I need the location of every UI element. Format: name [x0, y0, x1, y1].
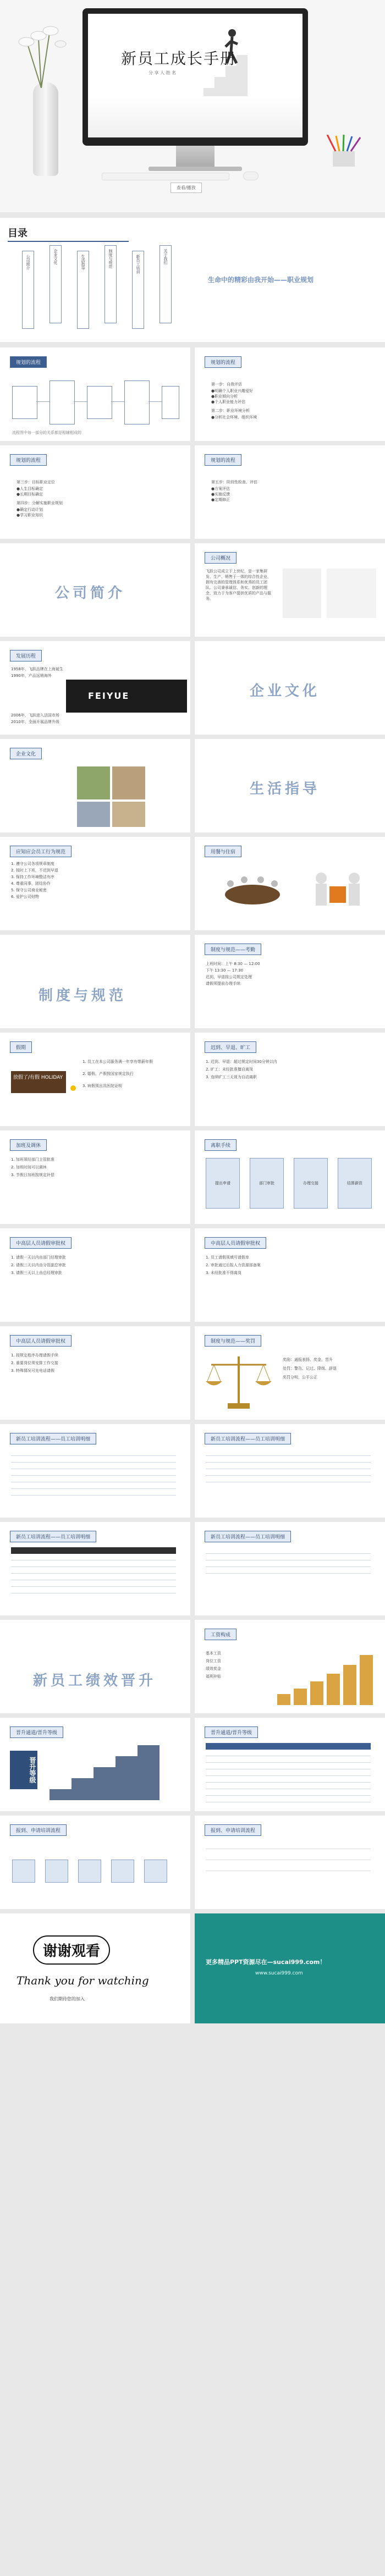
leave-line: 1. 员工请假须填写请假单 [206, 1255, 249, 1260]
conduct-line: 4. 尊重同事，团结协作 [11, 881, 51, 886]
section-title: 公司简介 [55, 585, 126, 602]
promo-link[interactable]: www.sucai999.com [255, 1971, 303, 1976]
table-row [11, 1490, 176, 1496]
slide-header: 发展历程 [10, 650, 42, 661]
thanks-english: Thank you for watching [16, 1974, 149, 1987]
attendance-line: 请假须提前办理手续 [206, 981, 240, 986]
salary-line: 绩效奖金 [206, 1667, 221, 1671]
signin-text-slide[interactable] [195, 1816, 385, 1909]
table-header-row [206, 1743, 371, 1750]
culture-photo-slide[interactable] [0, 739, 190, 832]
toc-item-label: 制度与规范 [108, 249, 113, 268]
training-table-slide[interactable] [0, 1522, 190, 1615]
table-row [206, 1470, 371, 1476]
toc-item-4[interactable] [132, 251, 144, 329]
leave-approval-slide-3[interactable] [0, 1326, 190, 1420]
slide-header: 工资构成 [205, 1629, 237, 1640]
leave-line: 2. 重要岗位须安排工作交接 [11, 1361, 58, 1365]
meeting-table-image [217, 870, 288, 914]
promo-line-1: 更多精品PPT资源尽在—sucai999.com！ [206, 1959, 326, 1966]
lateness-slide[interactable] [195, 1033, 385, 1126]
rewards-slide[interactable] [195, 1326, 385, 1420]
slide-header: 假期 [10, 1041, 32, 1053]
thanks-chinese: 谢谢观看 [33, 1935, 110, 1965]
flow-box [162, 386, 179, 419]
slide-header: 加班及调休 [10, 1139, 47, 1151]
conduct-line: 3. 保持工作环境整洁有序 [11, 875, 54, 879]
slide-header: 中高层人员请假审批权 [10, 1335, 72, 1347]
slide-header: 用餐与住宿 [205, 846, 241, 857]
table-row [206, 1555, 371, 1560]
table-row [11, 1562, 176, 1567]
slide-header: 规划的流程 [10, 454, 47, 466]
attendance-line: 上班时间：上午 8:30 — 12:00 [206, 962, 260, 966]
attendance-line: 下午 13:30 — 17:30 [206, 968, 244, 973]
flow-box [78, 1860, 101, 1883]
toc-item-label: 关于我们 [163, 249, 168, 264]
table-row [206, 1457, 371, 1463]
slide-header: 规划的流程 [10, 356, 47, 368]
slide-header: 公司概况 [205, 552, 237, 564]
step-line: 第三步：目标职业定位 [16, 480, 55, 484]
keyboard-image [102, 172, 289, 179]
plan-steps-slide-2[interactable] [0, 445, 190, 539]
overtime-line: 2. 加班时间可以调休 [11, 1165, 47, 1170]
company-title-slide[interactable] [0, 543, 190, 637]
holiday-slide[interactable] [0, 1033, 190, 1126]
conduct-line: 2. 按时上下班，不迟到早退 [11, 868, 58, 873]
lateness-line: 2. 旷工：未经批准擅自离岗 [206, 1067, 253, 1072]
salary-line: 基本工资 [206, 1651, 221, 1656]
step-line: ●定期修正 [211, 498, 230, 502]
table-row [11, 1450, 176, 1456]
slide-header: 晋升通道/晋升等级 [205, 1726, 258, 1738]
table-row [206, 1548, 371, 1554]
toc-item-3[interactable] [105, 245, 117, 323]
slide-header: 制度与规范——奖罚 [205, 1335, 261, 1347]
section-title: 生活指导 [250, 781, 321, 797]
slide-header: 新员工培训流程——员工培训明细 [10, 1433, 96, 1444]
table-row [11, 1477, 176, 1482]
step-line: ●人生目标确定 [16, 487, 43, 491]
holiday-line: 2. 婚假、产假按国家规定执行 [82, 1072, 134, 1076]
plan-steps-slide[interactable] [195, 347, 385, 441]
leave-line: 2. 请假三天以内由分管副总审批 [11, 1263, 66, 1267]
flow-arrow [148, 401, 162, 402]
thanks-footer: 我们期待您的加入 [50, 1996, 85, 2001]
flow-box [87, 386, 112, 419]
vase-image [33, 82, 58, 176]
table-row [11, 1464, 176, 1469]
step-line: 第五步：阶段性检查、评估 [211, 480, 257, 484]
justice-scale-image [203, 1351, 274, 1411]
step-line: ●方案评估 [211, 487, 230, 491]
cover-play-button[interactable]: 查看/播放 [170, 183, 202, 193]
slide-header: 新员工培训流程——员工培训明细 [10, 1531, 96, 1542]
leave-approval-slide[interactable] [0, 1228, 190, 1322]
history-line: 1958年，飞跃品牌在上海诞生 [11, 667, 63, 671]
leave-line: 3. 未经批准不得离岗 [206, 1271, 241, 1275]
table-row [206, 1764, 371, 1769]
table-row [11, 1581, 176, 1587]
company-text-block [283, 569, 321, 618]
flow-box [144, 1860, 167, 1883]
salary-line: 岗位工资 [206, 1659, 221, 1663]
table-row [11, 1568, 176, 1574]
resignation-slide[interactable] [195, 1130, 385, 1224]
table-row [206, 1568, 371, 1574]
flow-box [45, 1860, 68, 1883]
conduct-slide[interactable] [0, 837, 190, 930]
step-line: ●学习职业知识 [16, 513, 43, 517]
leave-line: 1. 按规定程序办理请假手续 [11, 1353, 58, 1358]
monitor-screen [88, 14, 302, 137]
flow-box [12, 386, 37, 419]
leave-line: 1. 请假一天以内由部门经理审批 [11, 1255, 66, 1260]
overtime-slide[interactable] [0, 1130, 190, 1224]
conduct-line: 5. 保守公司商业秘密 [11, 888, 47, 892]
table-row [206, 1562, 371, 1567]
culture-title-slide[interactable] [195, 641, 385, 735]
salary-slide[interactable] [195, 1620, 385, 1713]
store-photo [66, 680, 187, 713]
plan-steps-slide-3[interactable] [195, 445, 385, 539]
lateness-line: 1. 迟到、早退：超过规定时间30分钟以内 [206, 1060, 277, 1064]
attendance-slide[interactable] [195, 935, 385, 1028]
lateness-line: 3. 连续旷工三天视为自动离职 [206, 1075, 257, 1079]
toc-item-2[interactable] [77, 251, 89, 329]
table-row [11, 1555, 176, 1560]
table-row [206, 1450, 371, 1456]
toc-item-1[interactable] [50, 245, 62, 323]
screen-reflection [88, 96, 302, 137]
table-row [206, 1797, 371, 1802]
flow-box [50, 380, 75, 424]
slide-header: 规划的流程 [205, 356, 241, 368]
history-line: 2006年，飞跃进入法国市场 [11, 713, 59, 718]
toc-item-label: 生活指导 [81, 255, 85, 270]
salary-line: 福利补贴 [206, 1674, 221, 1679]
section-title: 制度与规范 [38, 988, 127, 1004]
flow-box [12, 1860, 35, 1883]
toc-divider [8, 241, 129, 242]
promotion-table-slide[interactable] [195, 1718, 385, 1811]
table-row [206, 1777, 371, 1783]
table-row [206, 1770, 371, 1776]
slide-header: 新员工培训流程——员工培训明细 [205, 1433, 291, 1444]
color-pencils-image [322, 135, 366, 168]
reward-line: 处罚：警告、记过、降级、辞退 [283, 1366, 337, 1371]
slide-header: 报到、申请培训流程 [10, 1824, 67, 1836]
table-row [206, 1751, 371, 1756]
flow-step: 部门审批 [250, 1158, 284, 1209]
toc-item-0[interactable] [22, 251, 34, 329]
step-line: ●实施反馈 [211, 492, 230, 497]
step-line: 第二步：职业环境分析 [211, 409, 250, 413]
slide-header: 报到、申请培训流程 [205, 1824, 261, 1836]
table-row [206, 1784, 371, 1789]
company-text: 飞跃公司成立于上世纪，是一家集研发、生产、销售于一体的综合性企业，拥有完善的管理体系和优秀的员工团队。公司秉承诚信、务实、创新的理念，致力于为客户提供优质的产品与服务。 [206, 569, 271, 601]
holiday-calendar-image: 放假了/有假 HOLIDAY [11, 1071, 66, 1093]
leave-line: 3. 请假三天以上由总经理审批 [11, 1271, 62, 1275]
dining-slide[interactable] [195, 837, 385, 930]
table-header-row [11, 1547, 176, 1554]
section-title: 新员工绩效晋升 [33, 1673, 157, 1689]
flow-arrow [111, 401, 124, 402]
flow-step: 提出申请 [206, 1158, 240, 1209]
stairs-image [50, 1740, 182, 1800]
table-row [11, 1483, 176, 1489]
culture-photo [77, 766, 110, 799]
culture-photo [112, 766, 145, 799]
slide-header: 企业文化 [10, 748, 42, 759]
company-overview-slide[interactable] [195, 543, 385, 637]
step-line: ●职业倾向分析 [211, 394, 238, 399]
slide-header: 新员工培训流程——员工培训明细 [205, 1531, 291, 1542]
plan-flow-slide[interactable] [0, 347, 190, 441]
puzzle-people-image [305, 864, 371, 919]
section-title: 企业文化 [250, 683, 321, 699]
step-line: ●分析社会环境、组织环境 [211, 415, 257, 420]
overtime-line: 3. 节假日加班按规定补偿 [11, 1173, 54, 1177]
holiday-line: 3. 病假须出具医院证明 [82, 1084, 122, 1088]
life-title-slide[interactable] [195, 739, 385, 832]
step-line: ●明确个人职业兴趣爱好 [211, 389, 254, 393]
history-line: 2010年，全面开展品牌升级 [11, 720, 59, 724]
flow-arrow [74, 401, 87, 402]
toc-slogan: 生命中的精彩由我开始——职业规划 [208, 276, 314, 284]
rules-title-slide[interactable] [0, 935, 190, 1028]
flow-step: 办理交接 [294, 1158, 328, 1209]
leave-line: 3. 特殊情况可先电话请假 [11, 1369, 54, 1373]
cover-slide[interactable] [0, 0, 385, 212]
slide-header: 中高层人员请假审批权 [10, 1237, 72, 1249]
store-sign-text: FEIYUE [88, 691, 130, 701]
slide-header: 应知应会员工行为规范 [10, 846, 72, 857]
toc-slide[interactable] [0, 218, 385, 342]
table-row [206, 1790, 371, 1796]
slide-header: 迟到、早退、旷工 [205, 1041, 256, 1053]
training-detail-slide-2[interactable] [195, 1424, 385, 1518]
step-line: 第四步：分解实施职业规划 [16, 501, 63, 505]
table-row [206, 1757, 371, 1763]
flow-note: 流程图中每一部分的关系都是相辅相成的 [12, 431, 81, 435]
step-line: 第一步：自我评估 [211, 382, 242, 387]
culture-photo [77, 802, 110, 827]
toc-item-5[interactable] [160, 245, 172, 323]
flow-box [111, 1860, 134, 1883]
slide-header: 中高层人员请假审批权 [205, 1237, 266, 1249]
signin-flow-slide[interactable] [0, 1816, 190, 1909]
reward-line: 奖励：通报表扬、奖金、晋升 [283, 1358, 333, 1362]
flow-box [124, 380, 150, 424]
history-line: 1990年，产品远销海外 [11, 674, 52, 678]
leave-approval-slide-2[interactable] [195, 1228, 385, 1322]
cover-title: 新员工成长手册 [121, 49, 237, 68]
table-row [206, 1464, 371, 1469]
conduct-line: 6. 爱护公司财物 [11, 895, 39, 899]
table-row [11, 1588, 176, 1593]
table-row [11, 1470, 176, 1476]
step-line: ●个人职业能力评估 [211, 400, 246, 404]
reward-line: 奖罚分明，公平公正 [283, 1375, 317, 1380]
promotion-label: 晋升等级 [10, 1751, 37, 1789]
step-line: ●确定行动计划 [16, 508, 43, 512]
slide-header: 制度与规范——考勤 [205, 944, 261, 955]
slide-header: 规划的流程 [205, 454, 241, 466]
company-text-block [327, 569, 376, 618]
monitor-base [148, 167, 242, 171]
conduct-line: 1. 遵守公司各项规章制度 [11, 862, 54, 866]
smiley-icon [70, 1085, 76, 1091]
culture-photo [112, 802, 145, 827]
step-line: ●长期目标确定 [16, 492, 43, 497]
holiday-line: 1. 员工在本公司服务满一年享有带薪年假 [82, 1060, 153, 1064]
promo-slide[interactable] [195, 1913, 385, 2023]
promotion-slide[interactable] [0, 1718, 190, 1811]
training-detail-slide[interactable] [0, 1424, 190, 1518]
coin-stacks-image [272, 1647, 382, 1708]
toc-item-label: 公司简介 [26, 255, 30, 270]
flow-arrow [36, 401, 50, 402]
toc-item-label: 新员工培训 [136, 255, 140, 274]
flow-step: 结算薪资 [338, 1158, 372, 1209]
table-row [11, 1575, 176, 1580]
table-row [206, 1477, 371, 1482]
slide-header: 离职手续 [205, 1139, 237, 1151]
overtime-line: 1. 加班须经部门主管批准 [11, 1157, 54, 1162]
toc-item-label: 企业文化 [53, 249, 58, 264]
history-slide[interactable] [0, 641, 190, 735]
training-table-slide-2[interactable] [195, 1522, 385, 1615]
leave-line: 2. 审批通过后报人力资源部备案 [206, 1263, 261, 1267]
slide-header: 晋升通道/晋升等级 [10, 1726, 63, 1738]
lily-flowers-image [11, 16, 72, 88]
toc-label: 目录 [8, 228, 28, 239]
attendance-line: 迟到、早退按公司规定处理 [206, 975, 252, 979]
table-row [11, 1457, 176, 1463]
thanks-slide[interactable] [0, 1913, 190, 2023]
cover-subtitle: 分 享 人 姓 名 [148, 70, 177, 75]
monitor-stand [176, 146, 215, 168]
performance-title-slide[interactable] [0, 1620, 190, 1713]
